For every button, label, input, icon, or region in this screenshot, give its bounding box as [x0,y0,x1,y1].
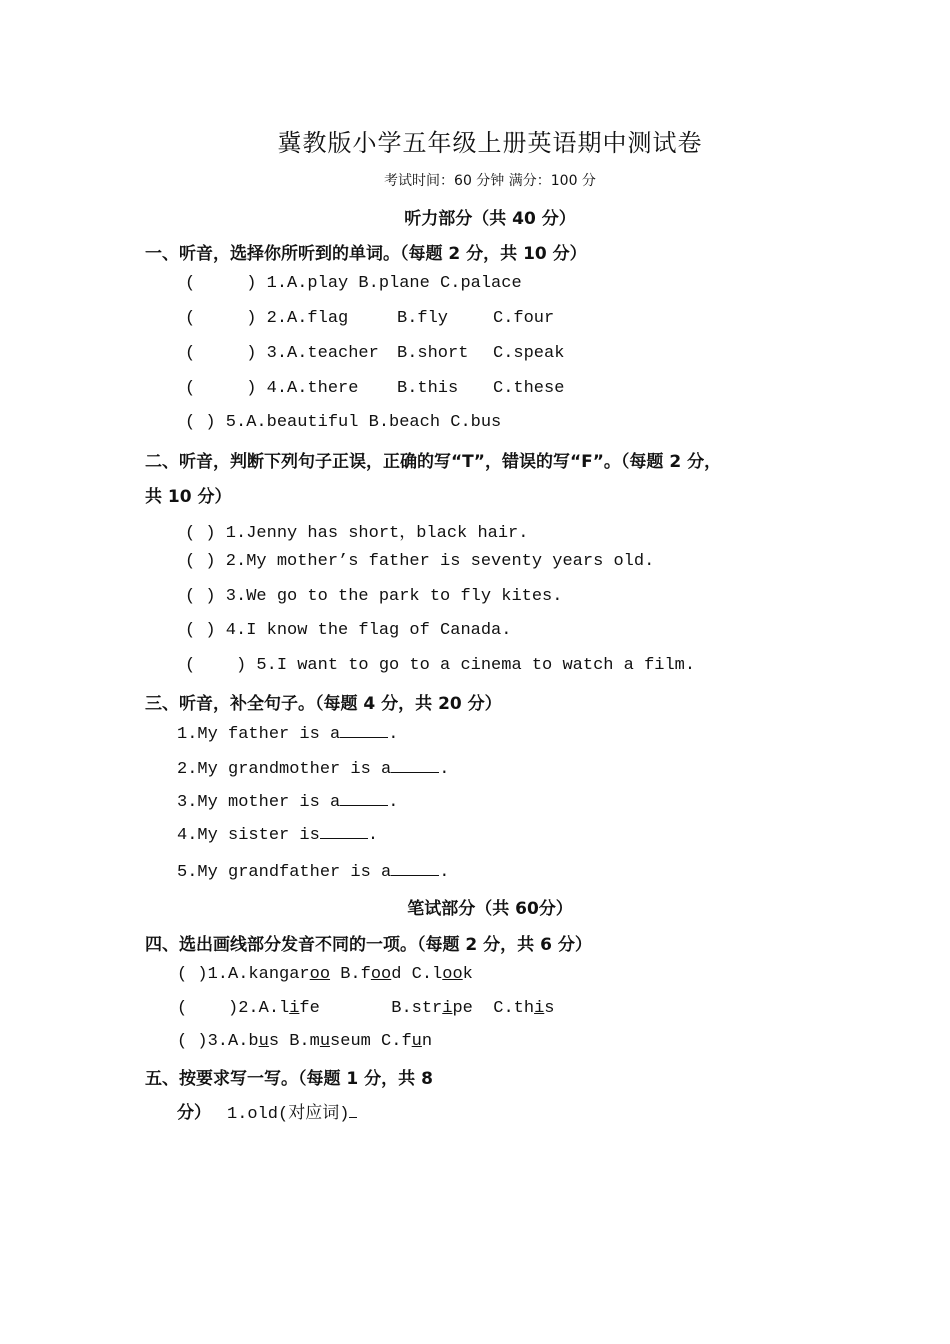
underlined-sound: oo [370,965,392,984]
answer-blank[interactable] [391,861,439,876]
s1-question-4-c: C.these [493,379,565,398]
s4-q2-part: s [544,999,555,1018]
s3-question-5-text: 5.My grandfather is a [177,863,392,882]
s4-q3-part: ( )3.A.b [177,1032,259,1051]
s4-q3-part: s B.m [268,1032,320,1051]
exam-info: 考试时间：60 分钟 满分：100 分 [384,173,596,189]
s4-q1-part: B.f [330,965,371,984]
s4-q1-part: d C.l [391,965,443,984]
s4-q2-part: fe B.str [299,999,443,1018]
s4-q2-part: pe C.th [452,999,535,1018]
underlined-sound: i [534,999,545,1018]
answer-blank[interactable] [340,791,388,806]
s4-q2-part: ( )2.A.l [177,999,290,1018]
s3-question-1 [177,723,398,744]
s2-question-1: ( ) 1.Jenny has short，black hair. [185,524,529,543]
section2-heading-line2: 共 10 分） [145,487,232,507]
s3-question-4-end: . [367,826,379,845]
s5-question-1-text: 1.old(对应词) [227,1105,350,1124]
writing-part-title: 笔试部分（共 60分） [407,899,573,919]
s4-q3-part: seum C.f [330,1032,412,1051]
s1-question-3-b: B.short [397,344,469,363]
underlined-sound: u [319,1032,331,1051]
s4-q3-part: n [421,1032,433,1051]
s3-question-3-text: 3.My mother is a [177,793,341,812]
s3-question-4-text: 4.My sister is [177,826,320,845]
s4-q1-part: k [462,965,473,984]
s4-question-3 [177,1032,432,1051]
s1-question-4-a: ( ) 4.A.there [185,379,359,398]
exam-title: 冀教版小学五年级上册英语期中测试卷 [277,129,703,157]
s1-question-5: ( ) 5.A.beautiful B.beach C.bus [185,413,502,432]
underlined-sound: i [442,999,453,1018]
listening-part-title: 听力部分（共 40 分） [404,209,576,229]
s3-question-2 [177,758,449,779]
s3-question-1-text: 1.My father is a [177,725,341,744]
answer-blank[interactable] [320,824,368,839]
underlined-sound: oo [309,965,331,984]
s3-question-2-text: 2.My grandmother is a [177,760,392,779]
s1-question-4-b: B.this [397,379,459,398]
s2-question-3: ( ) 3.We go to the park to fly kites. [185,587,563,606]
s3-question-2-end: . [439,760,450,779]
s1-question-2-b: B.fly [397,309,449,328]
section1-heading: 一、听音，选择你所听到的单词。（每题 2 分，共 10 分） [145,244,587,264]
underlined-sound: i [289,999,300,1018]
section2-heading-line1: 二、听音，判断下列句子正误，正确的写“T”，错误的写“F”。（每题 2 分， [145,452,722,472]
s3-question-3 [177,791,398,812]
answer-blank[interactable] [340,723,388,738]
s4-q1-part: ( )1.A.kangar [177,965,310,984]
s5-question-1 [227,1098,357,1124]
s4-question-2 [177,999,554,1018]
section3-heading: 三、听音，补全句子。（每题 4 分，共 20 分） [145,694,502,714]
s2-question-4: ( ) 4.I know the flag of Canada. [185,621,512,640]
underlined-sound: u [411,1032,422,1051]
s3-question-1-end: . [388,725,399,744]
section5-heading-cont: 分） [177,1103,211,1123]
section5-heading: 五、按要求写一写。（每题 1 分，共 8 [145,1069,433,1089]
s1-question-3-c: C.speak [493,344,565,363]
s3-question-4 [177,824,378,845]
s3-question-3-end: . [388,793,399,812]
s3-question-5-end: . [439,863,450,882]
answer-blank[interactable] [391,758,439,773]
underlined-sound: oo [442,965,463,984]
s1-question-2-a: ( ) 2.A.flag [185,309,349,328]
underlined-sound: u [258,1032,269,1051]
s1-question-3-a: ( ) 3.A.teacher [185,344,379,363]
s1-question-1: ( ) 1.A.play B.plane C.palace [185,274,522,293]
s3-question-5 [177,861,449,882]
section4-heading: 四、选出画线部分发音不同的一项。（每题 2 分，共 6 分） [145,935,592,955]
s4-question-1 [177,965,473,984]
s2-question-2: ( ) 2.My mother’s father is seventy years old. [185,552,655,571]
s1-question-2-c: C.four [493,309,555,328]
answer-blank[interactable] [349,1103,357,1118]
s2-question-5: ( ) 5.I want to go to a cinema to watch a film. [185,656,696,675]
